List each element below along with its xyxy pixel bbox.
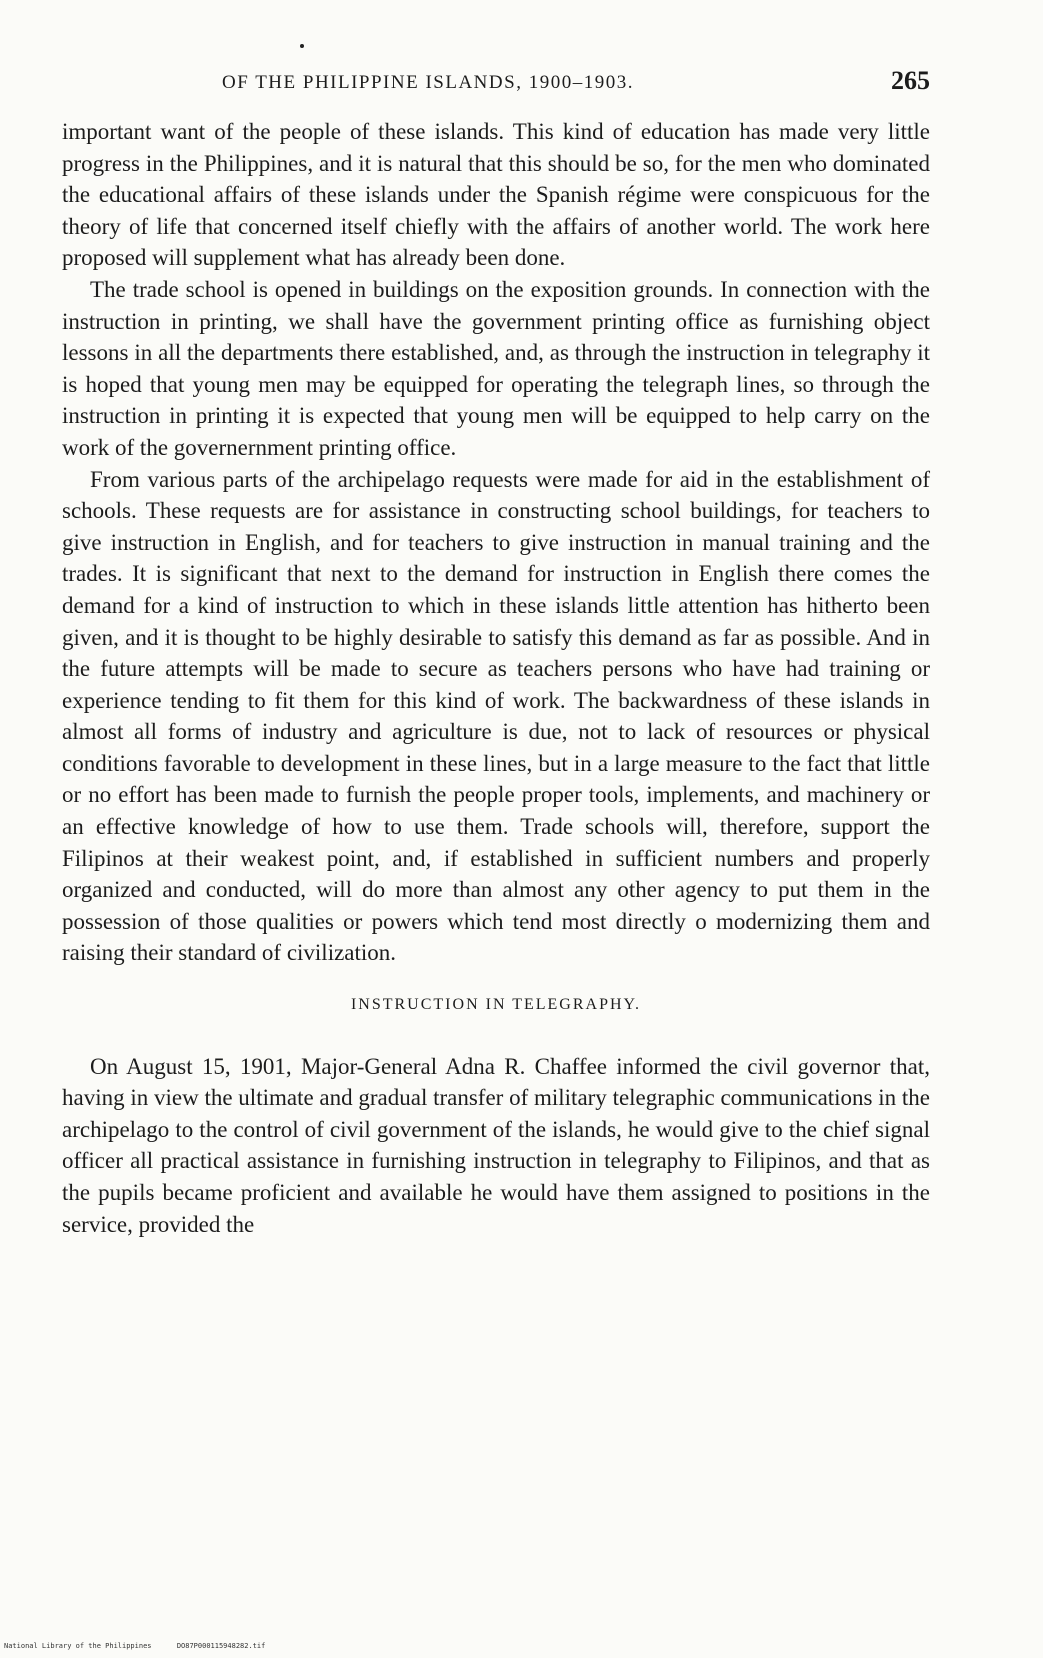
footer-library: National Library of the Philippines — [4, 1642, 152, 1650]
paragraph-requests: From various parts of the archipelago requests were made for aid in the establishment of schools. These requests are for assistance in constructing school buildings, for teachers to give instruction in English, and for teachers to give instruction in manual training and the trades. It is significant that next to the demand for instruction in English there comes the demand for a kind of instruction to which in these islands little attention has hitherto been given, and it is thought to be highly desirable to satisfy this demand as far as possible. And in the future attempts will be made to secure as teachers persons who have had training or experience tending to fit them for this kind of work. The backwardness of these islands in almost all forms of industry and agriculture is due, not to lack of resources or physical conditions favorable to development in these lines, but in a large measure to the fact that little or no effort has been made to furnish the people proper tools, implements, and machinery or an effective knowledge of how to use them. Trade schools will, therefore, support the Filipinos at their weakest point, and, if established in sufficient numbers and properly organized and conducted, will do more than almost any other agency to put them in the possession of those qualities or powers which tend most directly o modernizing them and raising their standard of civilization. — [62, 466, 930, 966]
footer-file-id: DO87P000115948282.tif — [176, 1642, 266, 1650]
paragraph-continued: important want of the people of these islands. This kind of education has made very little progress in the Philippines, and it is natural that this should be so, for the men who dominated the educational affairs of these islands under the Spanish régime were conspicuous for the theory of life that concerned itself chiefly with the affairs of another world. The work here proposed will supplement what has already been done. — [62, 119, 930, 271]
section-heading: INSTRUCTION IN TELEGRAPHY. — [350, 996, 642, 1014]
paragraph-telegraphy: On August 15, 1901, Major-General Adna R. Chaffee informed the civil governor that, having in view the ultimate and gradual transfer of military telegraphic communications in the archipelago to the control of civil government of the islands, he would give to the chief signal officer all practical assistance in furnishing instruction in telegraphy to Filipinos, and that as the pupils became proficient and available he would have them assigned to positions in the service, provided the — [62, 1053, 930, 1237]
print-speck — [300, 44, 304, 48]
page-number: 265 — [891, 66, 930, 95]
running-head: OF THE PHILIPPINE ISLANDS, 1900–1903. — [222, 72, 634, 93]
paragraph-trade-school: The trade school is opened in buildings on the exposition grounds. In connection with the instruction in printing, we shall have the government printing office as furnishing object lessons in all the departments there established, and, as through the instruction in telegraphy it is hoped that young men may be equipped for operating the telegraph lines, so through the instruction in printing it is expected that young men will be equipped to help carry on the work of the governernment printing office. — [62, 276, 930, 460]
page-header — [62, 66, 930, 102]
scan-footer — [4, 1642, 265, 1650]
body-text — [62, 116, 930, 1240]
